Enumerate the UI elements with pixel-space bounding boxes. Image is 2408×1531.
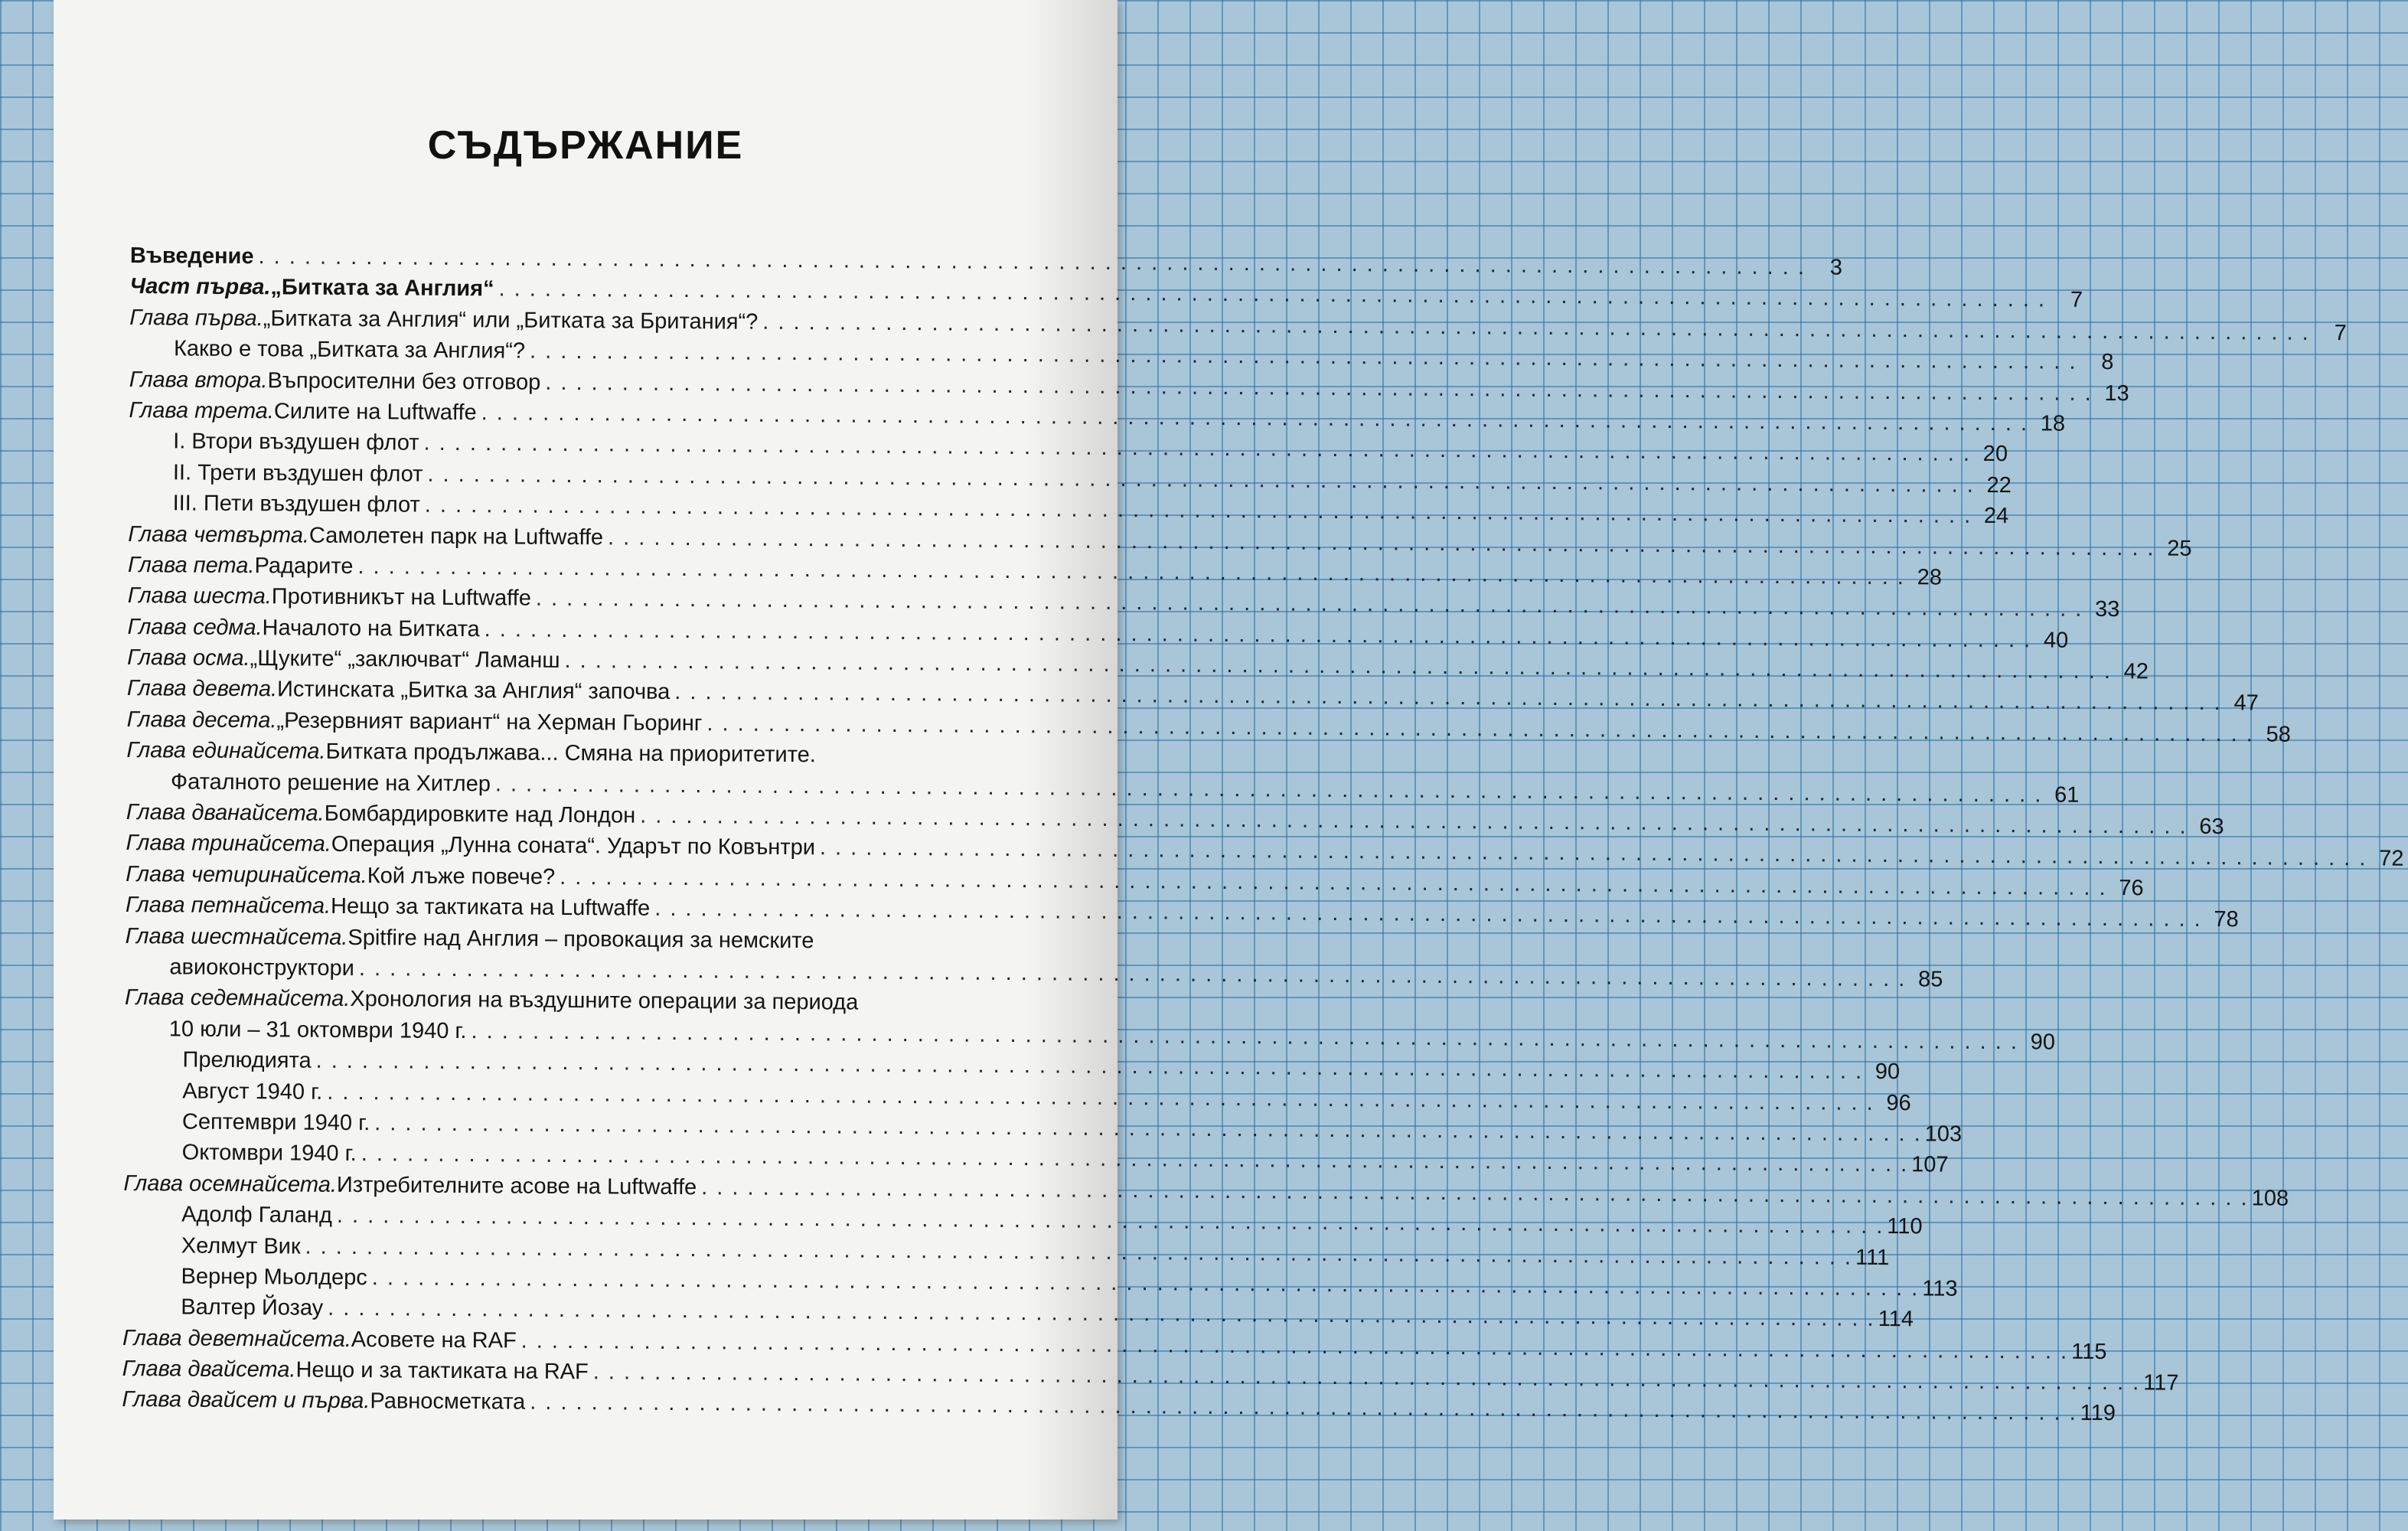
toc-page-number: 108 <box>2251 1186 2289 1211</box>
dot-leader <box>423 431 1969 467</box>
toc-page-number: 7 <box>2070 288 2083 313</box>
dot-leader <box>258 244 1804 280</box>
toc-entry-title: Началото на Битката <box>262 615 480 641</box>
dot-leader <box>305 1234 1852 1270</box>
toc-entry-title: Истинската „Битка за Англия“ започва <box>276 677 671 705</box>
toc-page-number: 42 <box>2123 659 2149 684</box>
toc-entry-prefix: Глава четиринайсета. <box>126 861 367 888</box>
toc-entry-title: авиоконструктори <box>169 955 355 981</box>
toc-page-number: 24 <box>1983 504 2009 529</box>
toc-page-number: 90 <box>2030 1030 2056 1055</box>
toc-page-number: 85 <box>1917 967 1943 992</box>
toc-entry-title: 10 юли – 31 октомври 1940 г. <box>168 1017 467 1043</box>
toc-entry-title: III. Пети въздушен флот <box>172 491 420 517</box>
toc-entry-title: Операция „Лунна соната“. Ударът по Ковънтри <box>331 832 816 860</box>
toc-entry-prefix: Част първа. <box>129 274 271 300</box>
toc-entry-title: Септември 1940 г. <box>181 1109 370 1136</box>
toc-page-number: 25 <box>2167 536 2192 561</box>
dot-leader <box>608 525 2154 561</box>
toc-entry-prefix: Глава десета. <box>126 707 277 733</box>
toc-entry-title: „Резервният вариант“ на Херман Гьоринг <box>276 708 703 736</box>
toc-page-number: 117 <box>2143 1370 2179 1396</box>
toc-page-number: 115 <box>2071 1339 2107 1364</box>
toc-entry-title: Въведение <box>129 243 254 269</box>
toc-entry-prefix: Глава девета. <box>126 676 278 702</box>
toc-entry-prefix: Глава седемнайсета. <box>125 985 351 1012</box>
toc-page-number: 7 <box>2334 320 2347 345</box>
dot-leader <box>706 711 2253 747</box>
toc-entry-title: Фаталното решение на Хитлер <box>170 769 491 796</box>
dot-leader <box>361 1141 1907 1177</box>
dot-leader <box>495 772 2041 808</box>
dot-leader <box>374 1111 1920 1147</box>
page-title: СЪДЪРЖАНИЕ <box>427 123 744 168</box>
toc-entry-prefix: Глава пета. <box>127 552 255 579</box>
toc-page-number: 63 <box>2199 814 2224 840</box>
toc-page-number: 40 <box>2043 628 2069 653</box>
dot-leader <box>316 1049 1862 1085</box>
toc-entry-prefix: Глава тринайсета. <box>126 831 331 857</box>
toc-entry-prefix: Глава двайсета. <box>122 1356 296 1382</box>
toc-entry-title: Какво е това „Битката за Англия“? <box>173 336 526 364</box>
toc-entry-title: Самолетен парк на Luftwaffe <box>308 523 604 550</box>
toc-entry-prefix: Глава осма. <box>127 645 250 671</box>
dot-leader <box>471 1019 2017 1055</box>
dot-leader <box>498 277 2044 313</box>
toc-entry-title: Въпросителни без отговор <box>267 367 541 395</box>
dot-leader <box>701 1175 2247 1211</box>
toc-page-number: 90 <box>1875 1059 1901 1085</box>
toc-page-number: 18 <box>2040 411 2066 436</box>
toc-entry-prefix: Глава седма. <box>127 614 263 640</box>
toc-page-number: 76 <box>2119 875 2144 901</box>
toc-page-number: 72 <box>2379 846 2404 872</box>
toc-page-number: 103 <box>1924 1121 1963 1147</box>
toc-entry-title: Кой лъже повече? <box>367 863 556 890</box>
toc-entry-prefix: Глава трета. <box>129 397 275 424</box>
toc-entry-prefix: Глава четвърта. <box>128 521 310 548</box>
dot-leader <box>674 680 2220 716</box>
toc-entry-prefix: Глава дванайсета. <box>126 800 325 826</box>
dot-leader <box>427 462 1973 498</box>
dot-leader <box>560 865 2106 901</box>
toc-page-number: 96 <box>1886 1090 1911 1115</box>
toc-entry-title: Изтребителните асове на Luftwaffe <box>336 1172 697 1200</box>
toc-entry-title: Битката продължава... Смяна на приоритетите. <box>325 739 816 768</box>
toc-entry-title: „Битката за Англия“ <box>270 275 494 302</box>
dot-leader <box>357 554 1904 590</box>
toc-page-number: 13 <box>2104 380 2129 406</box>
dot-leader <box>481 400 2028 436</box>
dot-leader <box>564 648 2110 684</box>
toc-page-number: 110 <box>1887 1214 1923 1239</box>
toc-entry-title: „Щуките“ „заключват“ Ламанш <box>250 646 560 674</box>
dot-leader <box>372 1265 1918 1301</box>
toc-entry-prefix: Глава единайсета. <box>126 738 326 765</box>
toc-page-number: 114 <box>1878 1307 1914 1332</box>
toc-entry-title: Противникът на Luftwaffe <box>271 584 532 611</box>
toc-entry-title: I. Втори въздушен флот <box>173 429 419 455</box>
toc-entry-title: Хелмут Вик <box>181 1232 301 1259</box>
toc-page-number: 58 <box>2266 722 2291 747</box>
toc-entry-title: Асовете на RAF <box>351 1327 517 1353</box>
toc-entry-title: Хронология на въздушните операции за периода <box>350 987 859 1016</box>
toc-entry-prefix: Глава първа. <box>129 305 263 331</box>
toc-page-number: 47 <box>2233 690 2259 716</box>
toc-entry-title: Октомври 1940 г. <box>181 1140 357 1167</box>
dot-leader <box>593 1360 2139 1396</box>
toc-entry-title: Бомбардировките над Лондон <box>324 801 636 828</box>
toc-page-number: 61 <box>2054 782 2080 808</box>
toc-entry-prefix: Глава шеста. <box>127 583 272 609</box>
toc-entry-title: Август 1940 г. <box>182 1079 323 1105</box>
dot-leader <box>820 836 2366 872</box>
toc-entry-title: II. Трети въздушен флот <box>172 460 423 487</box>
toc-page-number: 22 <box>1986 472 2012 498</box>
toc-entry-title: Вернер Мьолдерс <box>181 1264 367 1291</box>
toc-page-number: 113 <box>1922 1276 1958 1301</box>
toc-entry-title: „Битката за Англия“ или „Битката за Британия“? <box>263 305 759 335</box>
dot-leader <box>640 804 2186 840</box>
toc-entry-title: Прелюдията <box>182 1047 312 1073</box>
toc-entry-prefix: Глава осемнайсета. <box>123 1170 338 1197</box>
toc-entry-title: Силите на Luftwaffe <box>273 399 477 426</box>
dot-leader <box>328 1296 1874 1332</box>
dot-leader <box>485 617 2031 653</box>
toc-page-number: 28 <box>1917 565 1943 590</box>
dot-leader <box>337 1203 1883 1239</box>
toc-page-number: 78 <box>2214 907 2239 932</box>
dot-leader <box>654 896 2201 932</box>
toc-entry-prefix: Глава деветнайсета. <box>122 1325 351 1352</box>
dot-leader <box>530 339 2076 375</box>
toc-page-number: 8 <box>2101 350 2114 375</box>
dot-leader <box>425 493 1971 529</box>
toc-entry-title: Нещо за тактиката на Luftwaffe <box>330 894 651 921</box>
toc-entry-prefix: Глава двайсет и първа. <box>122 1387 370 1414</box>
dot-leader <box>359 956 1905 992</box>
dot-leader <box>521 1328 2067 1364</box>
dot-leader <box>530 1390 2076 1426</box>
dot-leader <box>536 586 2082 622</box>
toc-entry-prefix: Глава шестнайсета. <box>125 923 348 950</box>
toc-entry-prefix: Глава втора. <box>129 367 268 393</box>
dot-leader <box>327 1079 1873 1115</box>
dot-leader <box>545 370 2091 406</box>
toc-page-number: 3 <box>1829 255 1843 280</box>
toc-entry-title: Адолф Галанд <box>181 1202 333 1228</box>
toc-entry-title: Валтер Йозау <box>181 1294 324 1321</box>
toc-page-number: 111 <box>1855 1245 1890 1270</box>
toc-entry-title: Радарите <box>254 553 354 579</box>
book-page <box>54 0 2404 1520</box>
toc-entry-title: Нещо и за тактиката на RAF <box>295 1357 589 1385</box>
dot-leader <box>762 310 2308 346</box>
toc-entry-title: Spitfire над Англия – провокация за немските <box>347 925 814 953</box>
table-of-contents <box>122 243 2404 1426</box>
toc-page-number: 33 <box>2094 597 2120 622</box>
toc-page-number: 119 <box>2080 1401 2116 1426</box>
toc-page-number: 20 <box>1982 442 2008 467</box>
toc-page-number: 107 <box>1911 1152 1949 1177</box>
toc-entry-prefix: Глава петнайсета. <box>125 893 331 919</box>
toc-entry-title: Равносметката <box>370 1389 526 1415</box>
toc-entry <box>122 1387 2116 1426</box>
